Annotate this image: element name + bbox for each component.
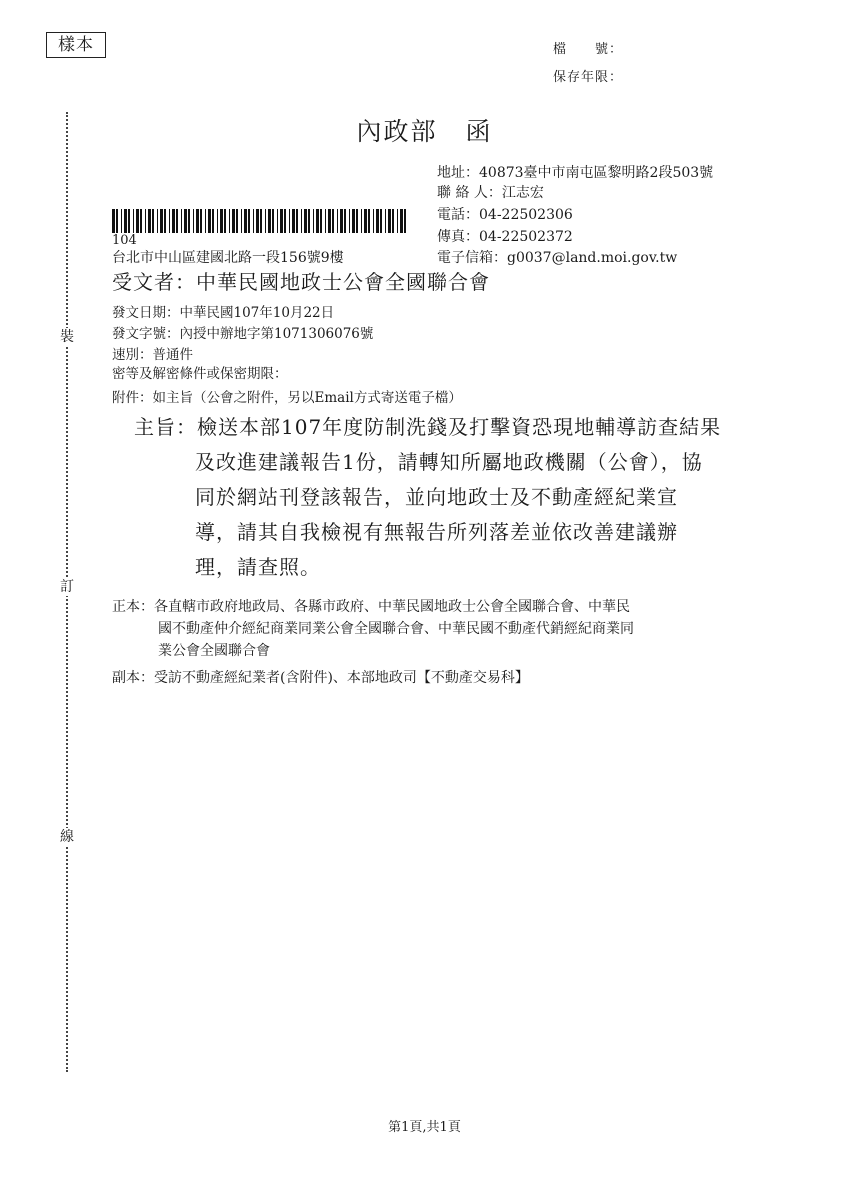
subject-line: 及改進建議報告1份，請轉知所屬地政機關（公會），協 [195,450,703,474]
addressee-postal-code: 104 [112,233,137,248]
sender-contact-block [437,162,757,272]
subject-paragraph [134,410,744,585]
confidentiality-terms: 密等及解密條件或保密期限： [112,366,288,382]
main-recipients-line: 業公會全國聯合會 [158,643,270,659]
sender-phone: 電話：04-22502306 [437,207,573,223]
document-type: 函 [465,117,493,146]
subject-line: 導，請其自我檢視有無報告所列落差並依改善建議辦 [195,520,678,544]
retention-period-label: 保存年限： [553,70,624,85]
sender-email: 電子信箱：g0037@land.moi.gov.tw [437,250,678,266]
sender-address: 地址：40873臺中市南屯區黎明路2段503號 [437,165,714,181]
addressee-address: 台北市中山區建國北路一段156號9樓 [112,250,344,266]
copy-recipients: 副本：受訪不動產經紀業者(含附件)、本部地政司【不動產交易科】 [112,670,529,686]
issue-number: 發文字號：內授中辦地字第1071306076號 [112,326,374,342]
subject-line: 主旨：檢送本部107年度防制洗錢及打擊資恐現地輔導訪查結果 [134,415,722,439]
subject-line: 理，請查照。 [195,555,321,579]
sender-fax: 傳真：04-22502372 [437,229,573,245]
main-recipients-line: 正本：各直轄市政府地政局、各縣市政府、中華民國地政士公會全國聯合會、中華民 [112,599,630,615]
main-recipients [112,596,634,662]
main-recipients-line: 國不動產仲介經紀商業同業公會全國聯合會、中華民國不動產代銷經紀商業同 [158,621,634,637]
document-title [0,112,849,148]
issuing-agency: 內政部 [356,117,438,146]
page-footer: 第1頁,共1頁 [388,1120,461,1135]
sample-stamp: 樣本 [46,32,106,58]
subject-line: 同於網站刊登該報告，並向地政士及不動產經紀業宣 [195,485,678,509]
issue-date: 發文日期：中華民國107年10月22日 [112,305,335,321]
binding-mark-line: 線 [60,829,74,845]
file-number-label: 檔 號： [553,42,624,57]
postal-barcode [112,209,412,233]
attachment-note: 附件：如主旨（公會之附件，另以Email方式寄送電子檔） [112,390,462,406]
binding-mark-bind: 裝 [60,329,74,345]
delivery-speed: 速別：普通件 [112,347,193,363]
sender-contact-person: 聯 絡 人：江志宏 [437,185,544,201]
recipient-line: 受文者：中華民國地政士公會全國聯合會 [112,270,490,294]
binding-mark-staple: 訂 [60,579,74,595]
